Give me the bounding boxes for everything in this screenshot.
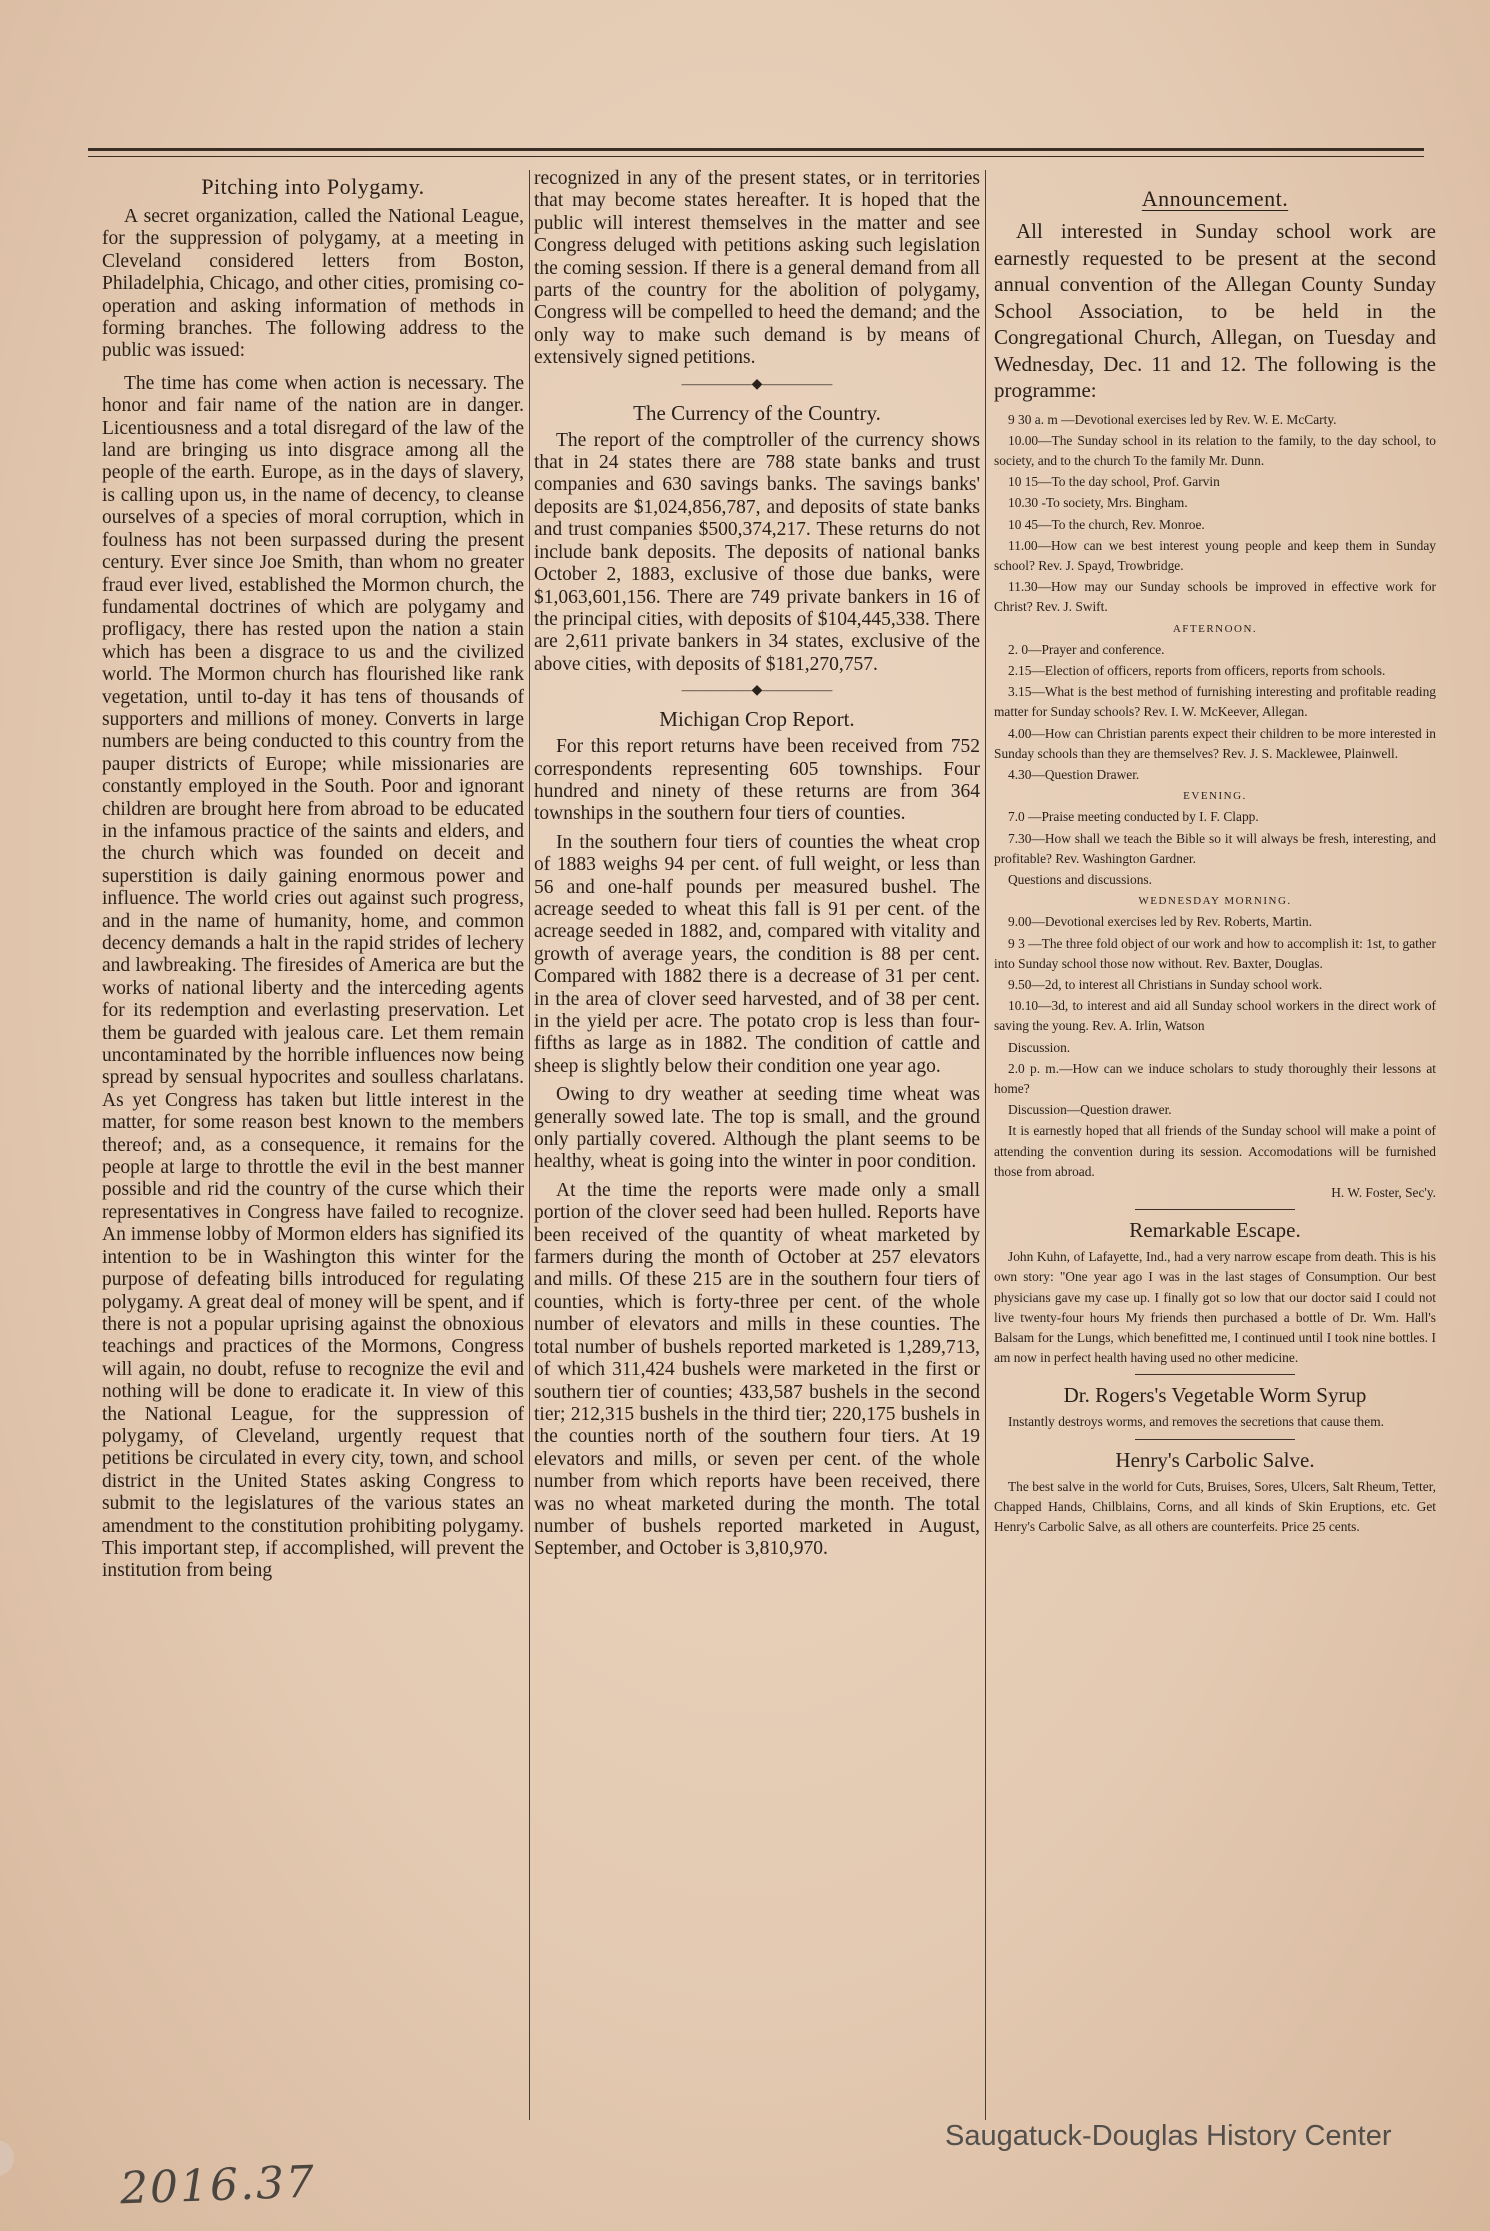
announcement-lead: All interested in Sunday school work are earnestly requested to be present at the second annual convention of the Allegan County Sunday School Association, to be held in the Congregational Church, Allegan, on Tuesday and Wednesday, Dec. 11 and 12. The following is the programme:	[994, 219, 1436, 402]
programme-subhead: EVENING.	[1183, 790, 1247, 803]
column-divider	[985, 170, 986, 2120]
article-paragraph: recognized in any of the present states, or in territories that may become states hereafter. It is hoped that the public will interest themselves in the matter and see Congress deluged with petitions asking such legislation the coming session. If there is a general demand from all parts of the country for the abolition of polygamy, Congress will be compelled to heed the demand; and the only way to make such demand is by means of extensively signed petitions.	[534, 168, 980, 369]
programme-item: 11.00—How can we best interest young people and keep them in Sunday school? Rev. J. Spayd, Trowbridge.	[994, 537, 1436, 573]
programme-item: 4.00—How can Christian parents expect their children to be more interested in Sunday schools than they are themselves? Rev. J. S. Macklewee, Plainwell.	[994, 725, 1436, 761]
article-paragraph: Owing to dry weather at seeding time wheat was generally sowed late. The top is small, and the ground only partially covered. Although the plant seems to be healthy, wheat is going into the winter in poor condition.	[534, 1084, 980, 1173]
programme-item: 9 3 —The three fold object of our work and how to accomplish it: 1st, to gather into Sunday school those now without. Rev. Baxter, Douglas.	[994, 935, 1436, 971]
programme-item: 11.30—How may our Sunday schools be improved in effective work for Christ? Rev. J. Swift.	[994, 579, 1436, 615]
column-divider	[529, 170, 530, 2120]
article-paragraph: The time has come when action is necessary. The honor and fair name of the nation are in danger. Licentiousness and a total disregard of the law of the land are bringing us into disgrace among all the people of the earth. Europe, as in the days of slavery, is calling upon us, in the name of decency, to cleanse ourselves of a species of moral corruption, which in foulness has not been surpassed during the present century. Ever since Joe Smith, than whom no greater fraud ever lived, established the Mormon church, the fundamental doctrines of which are polygamy and profligacy, there has rested upon the nation a stain which has been a disgrace to us and the civilized world. The Mormon church has flourished like rank vegetation, until to-day it has tens of thousands of supporters and millions of money. Converts in large numbers are being conducted to this country from the pauper districts of Europe; while missionaries are constantly employed in the South. Poor and ignorant children are brought here from abroad to be educated in the infamous practice of the saints and elders, and the church which was founded on deceit and superstition is daily gaining enormous power and influence. The world cries out against such progress, and in the name of humanity, home, and common decency demands a halt in the rapid strides of lechery and lawbreaking. The firesides of America are but the works of national liberty and the interceding agents for its redemption and everlasting preservation. Let them be guarded with jealous care. Let them remain uncontaminated by the horrible influences now being spread by sensual hypocrites and soulless charlatans. As yet Congress has taken but little interest in the matter, for some reason best known to the members thereof; and, as a consequence, it remains for the people at large to throttle the evil in the best manner possible and rid the country of the curse which their representatives in Congress have failed to recognize. An immense lobby of Mormon elders has signified its intention to be in Washington this winter for the purpose of defeating bills introduced for regulating polygamy. A great deal of money will be spent, and if there is not a popular uprising against the obnoxious teachings and practices of the Mormons, Congress will again, no doubt, refuse to recognize the evil and nothing will be done to eradicate it. In view of this the National League, for the suppression of polygamy, of Cleveland, urgently request that petitions be circulated in every city, town, and school district in the United States asking Congress to submit to the legislatures of the various states an amendment to the constitution prohibiting polygamy. This important step, if accomplished, will prevent the institution from being	[102, 372, 524, 1582]
programme-item: 4.30—Question Drawer.	[1008, 766, 1140, 782]
programme-item: 2. 0—Prayer and conference.	[1008, 641, 1165, 657]
salve-body	[994, 1477, 1436, 1538]
binder-hole	[0, 2140, 14, 2176]
programme-item: Discussion—Question drawer.	[1008, 1102, 1172, 1118]
section-rule	[1135, 1209, 1295, 1210]
column-3	[994, 168, 1436, 2128]
article-title: Pitching into Polygamy.	[201, 174, 425, 199]
programme-item: 2.0 p. m.—How can we induce scholars to study thoroughly their lessons at home?	[994, 1060, 1436, 1096]
escape-body	[994, 1247, 1436, 1368]
ornament-divider: —————◆—————	[681, 683, 833, 699]
programme-item: 10.30 -To society, Mrs. Bingham.	[1008, 495, 1188, 511]
accession-number: 2016.37	[119, 2156, 317, 2215]
programme-subhead: AFTERNOON.	[1172, 622, 1258, 635]
programme-item: 7.30—How shall we teach the Bible so it will always be fresh, interesting, and profitable? Rev. Washington Gardner.	[994, 830, 1436, 866]
signature: H. W. Foster, Sec'y.	[1331, 1185, 1436, 1201]
article-title: Announcement.	[1141, 186, 1289, 211]
programme-item: 3.15—What is the best method of furnishing interesting and profitable reading matter for Sunday schools? Rev. I. W. McKeever, Allegan.	[994, 684, 1436, 720]
section-rule	[1135, 1439, 1295, 1440]
advert-title: Henry's Carbolic Salve.	[1115, 1447, 1315, 1472]
programme-item: 10 15—To the day school, Prof. Garvin	[1008, 474, 1220, 490]
advert-title: Dr. Rogers's Vegetable Worm Syrup	[1063, 1383, 1367, 1408]
programme-item: 10.10—3d, to interest and aid all Sunday school workers in the direct work of saving the young. Rev. A. Irlin, Watson	[994, 998, 1436, 1034]
header-rule	[88, 148, 1424, 151]
worm-body	[994, 1412, 1436, 1432]
archive-watermark: Saugatuck-Douglas History Center	[945, 2120, 1392, 2152]
programme	[994, 410, 1436, 1204]
programme-item: 9 30 a. m —Devotional exercises led by Rev. W. E. McCarty.	[1008, 411, 1337, 427]
programme-item: Questions and discussions.	[1008, 871, 1152, 887]
article-title: Michigan Crop Report.	[659, 707, 855, 732]
programme-item: 10.00—The Sunday school in its relation to the family, to the day school, to society, and to the church To the family Mr. Dunn.	[994, 432, 1436, 468]
column-2	[534, 168, 980, 2128]
header-rule-thin	[88, 156, 1424, 157]
article-paragraph: For this report returns have been received from 752 correspondents representing 605 townships. Four hundred and ninety of these returns are from 364 townships in the southern four tiers of counties.	[534, 736, 980, 825]
programme-item: Discussion.	[1008, 1039, 1071, 1055]
section-rule	[1135, 1374, 1295, 1375]
article-paragraph: In the southern four tiers of counties the wheat crop of 1883 weighs 94 per cent. of full weight, or less than 56 and one-half pounds per measured bushel. The acreage seeded to wheat this fall is 91 per cent. of the acreage seeded in 1882, and, compared with vitality and growth of average years, the condition is 88 per cent. Compared with 1882 there is a decrease of 31 per cent. in the area of clover seed harvested, and of 38 per cent. in the yield per acre. The potato crop is less than four-fifths as large as in 1882. The condition of cattle and sheep is slightly below their condition one year ago.	[534, 831, 980, 1077]
article-title: Remarkable Escape.	[1129, 1218, 1301, 1243]
column-1	[102, 168, 524, 2128]
programme-item: 10 45—To the church, Rev. Monroe.	[1008, 516, 1205, 532]
article-paragraph: A secret organization, called the National League, for the suppression of polygamy, at a meeting in Cleveland considered letters from Boston, Philadelphia, Chicago, and other cities, promising co-operation and asking information of methods in forming branches. The following address to the public was issued:	[102, 206, 524, 362]
article-paragraph: John Kuhn, of Lafayette, Ind., had a very narrow escape from death. This is his own story: "One year ago I was in the last stages of Consumption. Our best physicians gave my case up. I finally got so low that our doctor said I could not live twenty-four hours My friends then purchased a bottle of Dr. Wm. Hall's Balsam for the Lungs, which benefitted me, I continued until I took nine bottles. I am now in perfect health having used no other medicine.	[994, 1249, 1436, 1366]
advert-text: The best salve in the world for Cuts, Bruises, Sores, Ulcers, Salt Rheum, Tetter, Chapped Hands, Chilblains, Corns, and all kinds of Skin Eruptions, etc. Get Henry's Carbolic Salve, as all others are counterfeits. Price 25 cents.	[994, 1478, 1436, 1535]
programme-item: 9.00—Devotional exercises led by Rev. Roberts, Martin.	[1008, 914, 1313, 930]
article-title: The Currency of the Country.	[633, 400, 881, 425]
advert-text: Instantly destroys worms, and removes the secretions that cause them.	[1008, 1414, 1384, 1430]
article-paragraph: The report of the comptroller of the currency shows that in 24 states there are 788 state banks and trust companies and 630 savings banks. The savings banks' deposits are $1,024,856,787, and deposits of state banks and trust companies $500,374,217. These returns do not include bank deposits. The deposits of national banks October 2, 1883, exclusive of those due banks, were $1,063,601,156. There are 749 private bankers in 16 of the principal cities, with deposits of $104,445,338. There are 2,611 private bankers in 34 states, exclusive of the above cities, with deposits of $181,270,757.	[534, 429, 980, 675]
ornament-divider: —————◆—————	[681, 376, 833, 392]
programme-item: 2.15—Election of officers, reports from officers, reports from schools.	[1008, 662, 1386, 678]
article-paragraph: At the time the reports were made only a small portion of the clover seed had been hulled. Reports have been received of the quantity of wheat marketed by farmers during the month of October at 257 elevators and mills. Of these 215 are in the southern four tiers of counties, which is forty-three per cent. of the whole number of elevators and mills in these counties. The total number of bushels reported marketed is 1,289,713, of which 311,424 bushels were marketed in the first or southern tier of counties; 433,587 bushels in the second tier; 212,315 bushels in the third tier; 220,175 bushels in the counties north of the southern four tiers. At 19 elevators and mills, or seven per cent. of the whole number from which reports have been received, there was no wheat marketed during the month. The total number of bushels reported marketed in August, September, and October is 3,810,970.	[534, 1179, 980, 1560]
programme-subhead: WEDNESDAY MORNING.	[1138, 895, 1292, 908]
programme-item: It is earnestly hoped that all friends of the Sunday school will make a point of attending the convention during its session. Accomodations will be furnished those from abroad.	[994, 1123, 1436, 1179]
programme-item: 9.50—2d, to interest all Christians in Sunday school work.	[1008, 976, 1323, 992]
programme-item: 7.0 —Praise meeting conducted by I. F. Clapp.	[1008, 809, 1259, 825]
